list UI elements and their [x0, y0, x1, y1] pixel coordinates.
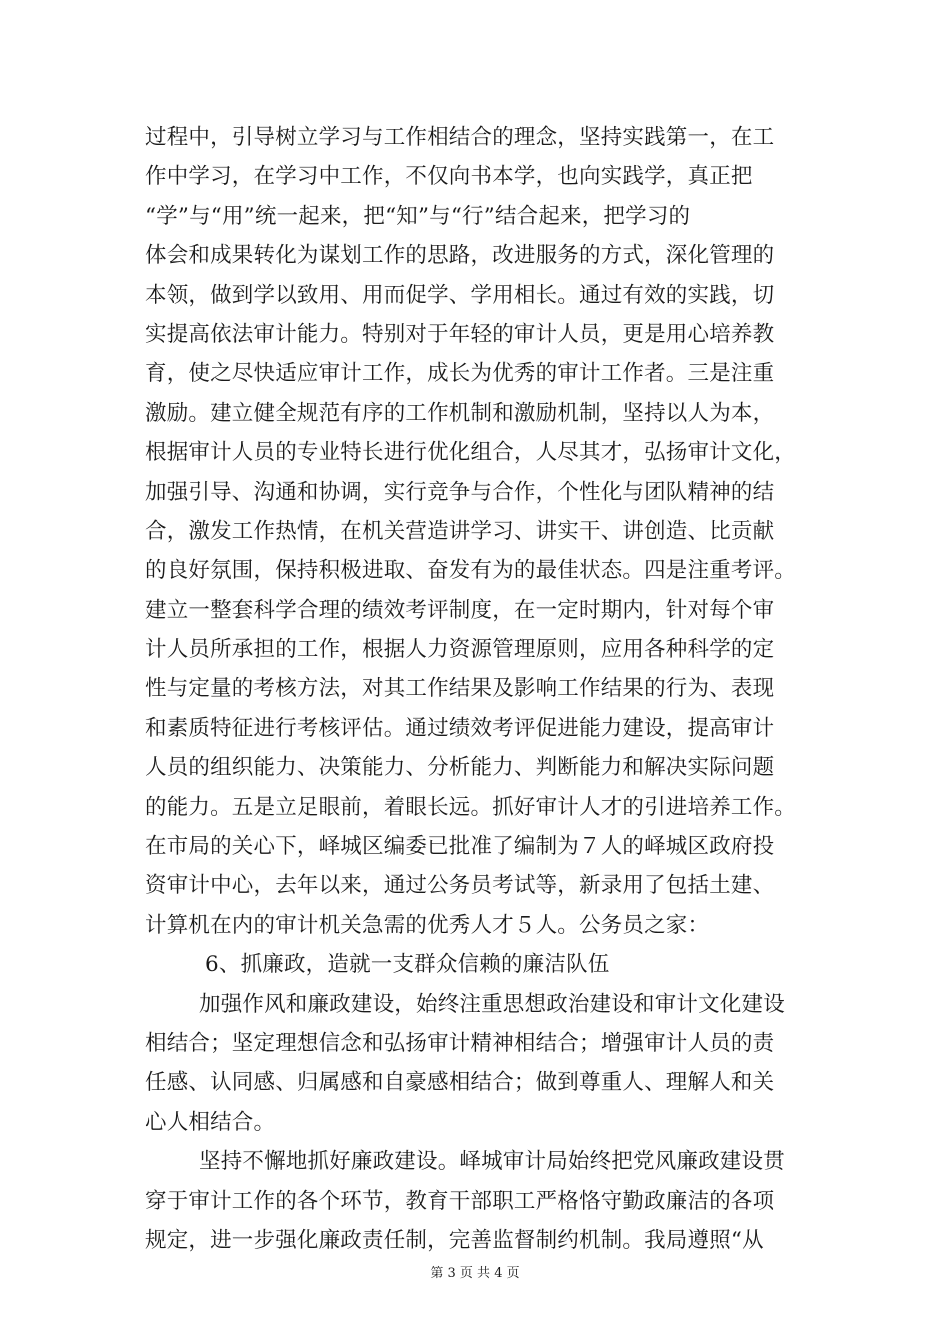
text-line: 心人相结合。 — [145, 1109, 276, 1135]
text-line: 坚持不懈地抓好廉政建设。峄城审计局始终把党风廉政建设贯 — [199, 1149, 785, 1175]
text-line: 加强作风和廉政建设，始终注重思想政治建设和审计文化建设 — [199, 991, 785, 1017]
text-line: “学”与“用”统一起来，把“知”与“行”结合起来，把学习的 — [145, 203, 691, 229]
text-line: 在市局的关心下，峄城区编委已批准了编制为７人的峄城区政府投 — [145, 834, 775, 860]
text-line: 的良好氛围，保持积极进取、奋发有为的最佳状态。四是注重考评。 — [145, 558, 797, 584]
text-line: 根据审计人员的专业特长进行优化组合，人尽其才，弘扬审计文化， — [145, 440, 797, 466]
text-line: 过程中，引导树立学习与工作相结合的理念，坚持实践第一，在工 — [145, 125, 775, 150]
text-line: 性与定量的考核方法，对其工作结果及影响工作结果的行为、表现 — [145, 676, 775, 702]
section-heading: 6、抓廉政，造就一支群众信赖的廉洁队伍 — [205, 952, 610, 978]
text-line: 的能力。五是立足眼前，着眼长远。抓好审计人才的引进培养工作。 — [145, 794, 797, 820]
text-line: 计人员所承担的工作，根据人力资源管理原则，应用各种科学的定 — [145, 637, 775, 663]
text-line: 实提高依法审计能力。特别对于年轻的审计人员，更是用心培养教 — [145, 321, 775, 347]
text-line: 激励。建立健全规范有序的工作机制和激励机制，坚持以人为本， — [145, 400, 775, 426]
text-line: 计算机在内的审计机关急需的优秀人才５人。公务员之家： — [145, 912, 710, 938]
text-line: 加强引导、沟通和协调，实行竞争与合作，个性化与团队精神的结 — [145, 479, 775, 505]
text-line: 规定，进一步强化廉政责任制，完善监督制约机制。我局遵照“从 — [145, 1227, 764, 1253]
text-line: 和素质特征进行考核评估。通过绩效考评促进能力建设，提高审计 — [145, 715, 775, 741]
text-line: 育，使之尽快适应审计工作，成长为优秀的审计工作者。三是注重 — [145, 361, 775, 387]
text-line: 作中学习，在学习中工作，不仅向书本学，也向实践学，真正把 — [145, 164, 753, 190]
text-line: 穿于审计工作的各个环节，教育干部职工严格恪守勤政廉洁的各项 — [145, 1188, 775, 1214]
text-line: 相结合；坚定理想信念和弘扬审计精神相结合；增强审计人员的责 — [145, 1030, 775, 1056]
text-line: 任感、认同感、归属感和自豪感相结合；做到尊重人、理解人和关 — [145, 1070, 775, 1096]
text-line: 合，激发工作热情，在机关营造讲学习、讲实干、讲创造、比贡献 — [145, 518, 775, 544]
text-line: 建立一整套科学合理的绩效考评制度，在一定时期内，针对每个审 — [145, 597, 775, 623]
text-line: 人员的组织能力、决策能力、分析能力、判断能力和解决实际问题 — [145, 755, 775, 781]
page-number: 第 3 页 共 4 页 — [430, 1266, 520, 1281]
document-body — [145, 118, 825, 1260]
text-line: 体会和成果转化为谋划工作的思路，改进服务的方式，深化管理的 — [145, 243, 775, 269]
text-line: 资审计中心，去年以来，通过公务员考试等，新录用了包括土建、 — [145, 873, 775, 899]
text-line: 本领，做到学以致用、用而促学、学用相长。通过有效的实践，切 — [145, 282, 775, 308]
